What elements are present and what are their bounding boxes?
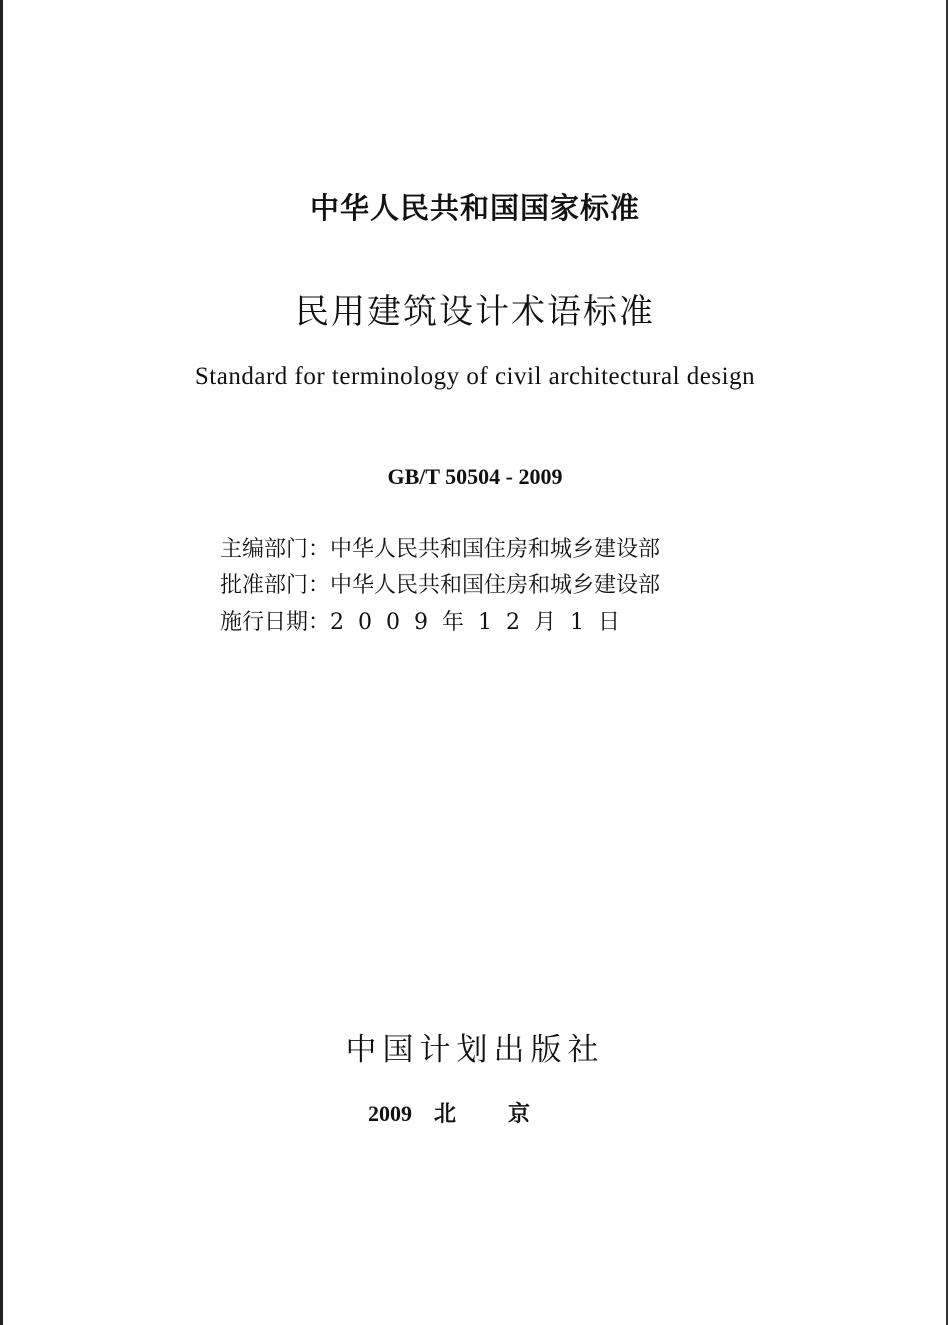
- editor-line: [220, 532, 730, 563]
- effective-date-label: 施行日期：: [220, 610, 331, 635]
- effective-date-line: [220, 605, 730, 636]
- editor-value: 中华人民共和国住房和城乡建设部: [330, 537, 661, 562]
- imprint-year: 2009: [367, 1101, 412, 1126]
- standard-code: GB/T 50504 - 2009: [387, 464, 563, 489]
- effective-date-value: 2009年12月1日: [330, 610, 634, 635]
- standard-title-chinese: 民用建筑设计术语标准: [295, 292, 655, 332]
- imprint-city: 北京: [433, 1101, 582, 1127]
- standard-series-heading: 中华人民共和国国家标准: [309, 191, 640, 225]
- publisher-name: 中国计划出版社: [345, 1032, 605, 1068]
- approver-line: [220, 568, 730, 599]
- approver-value: 中华人民共和国住房和城乡建设部: [330, 573, 661, 598]
- editor-label: 主编部门：: [220, 537, 331, 562]
- standard-title-english: Standard for terminology of civil architectural design: [194, 363, 756, 390]
- approver-label: 批准部门：: [220, 573, 331, 598]
- imprint-line: [0, 1097, 950, 1128]
